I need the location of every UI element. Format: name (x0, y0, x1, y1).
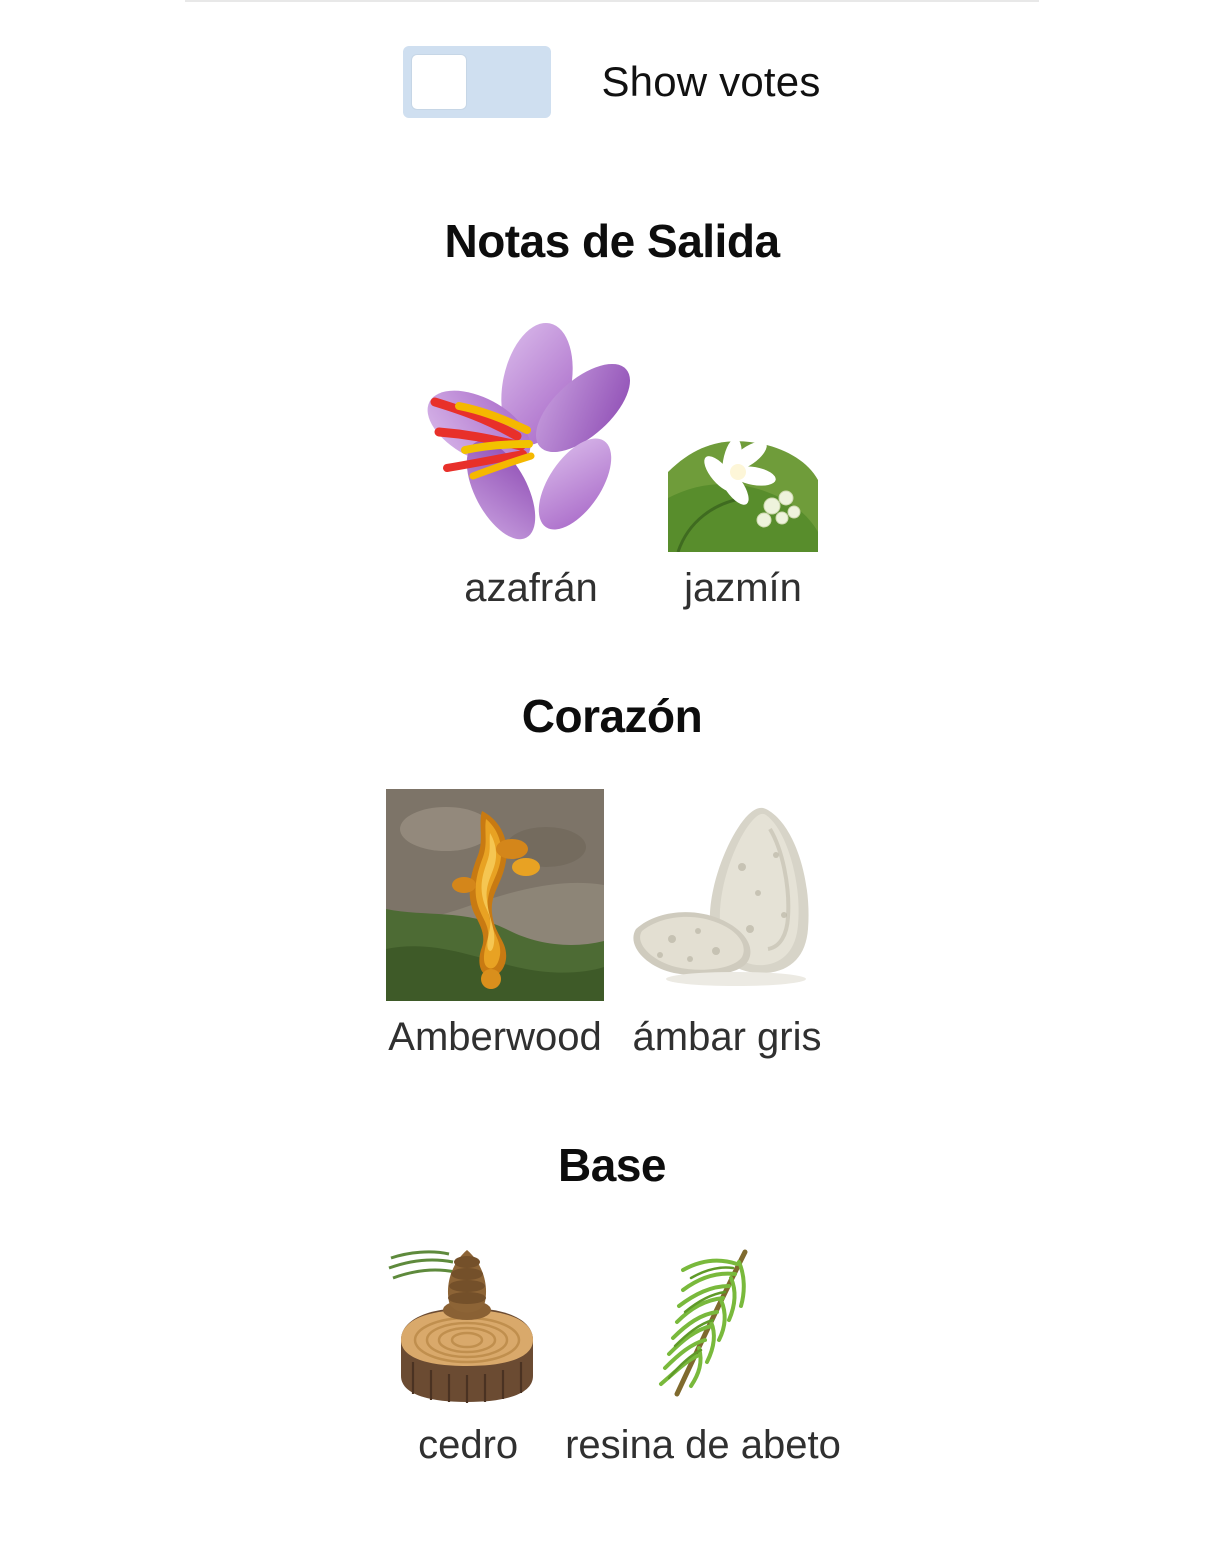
note-label: Amberwood (388, 1015, 602, 1059)
jasmine-flower-image (668, 402, 818, 552)
show-votes-row (185, 46, 1039, 118)
note-label: cedro (418, 1423, 519, 1467)
notes-row-heart (185, 789, 1039, 1060)
note-label: azafrán (464, 566, 598, 610)
fragrance-notes-panel (0, 46, 1224, 1468)
cedar-wood-image (383, 1244, 553, 1409)
fir-resin-branch-image (633, 1244, 773, 1409)
amber-resin-image (386, 789, 604, 1001)
note-item[interactable] (565, 1244, 841, 1468)
show-votes-label: Show votes (601, 58, 821, 105)
notes-row-base (185, 1244, 1039, 1468)
note-item[interactable] (386, 789, 604, 1060)
section-title-top-notes: Notas de Salida (444, 215, 780, 267)
top-divider (185, 0, 1039, 2)
section-title-base-notes: Base (558, 1139, 666, 1191)
note-item[interactable] (406, 322, 656, 611)
note-item[interactable] (616, 789, 838, 1060)
note-label: ámbar gris (632, 1015, 822, 1059)
ambergris-stone-image (616, 789, 838, 1001)
note-item[interactable] (383, 1244, 553, 1468)
saffron-flower-image (406, 322, 656, 552)
note-label: resina de abeto (565, 1423, 841, 1467)
toggle-knob (412, 55, 466, 109)
section-title-heart-notes: Corazón (521, 690, 703, 742)
note-item[interactable] (668, 402, 818, 611)
notes-row-top (185, 322, 1039, 611)
note-label: jazmín (684, 566, 802, 610)
show-votes-toggle[interactable] (403, 46, 551, 118)
